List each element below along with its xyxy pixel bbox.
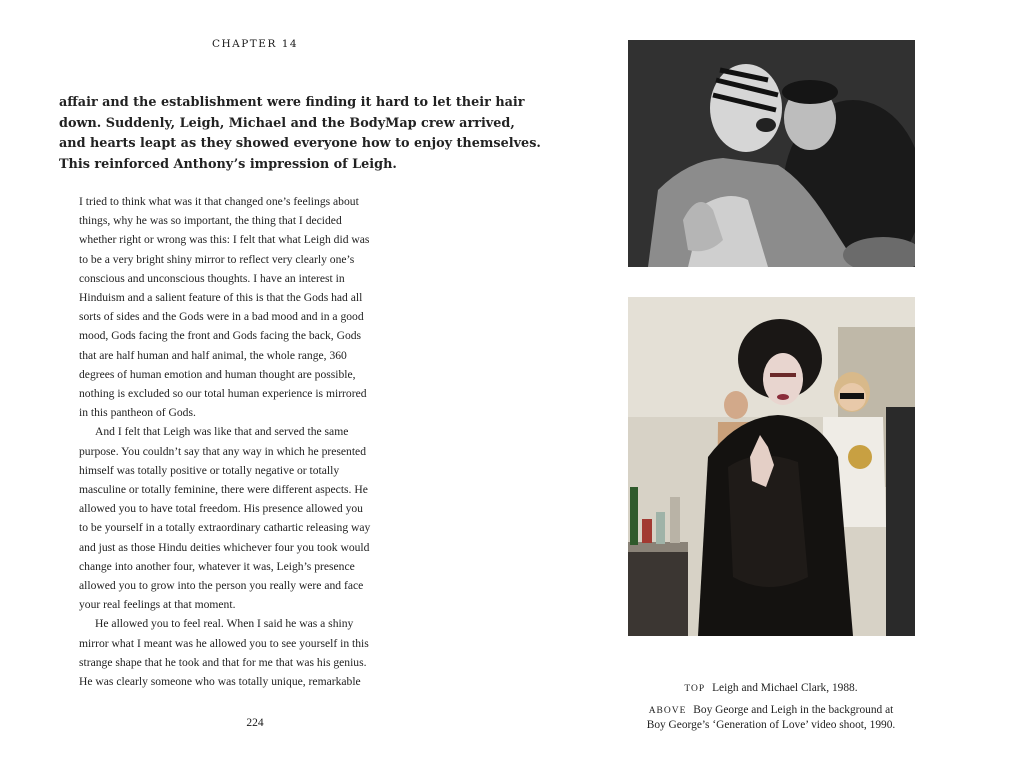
quote-line: nothing is excluded so our total human experience is mirrored xyxy=(79,387,367,401)
quote-line: things, why he was so important, the thing that I decided xyxy=(79,214,342,228)
quote-line: change into another four, whatever it was, Leigh’s presence xyxy=(79,559,355,573)
caption-bottom-text-2: Boy George’s ‘Generation of Love’ video shoot, 1990. xyxy=(646,719,896,732)
lead-line: This reinforced Anthony’s impression of Leigh. xyxy=(59,156,397,172)
photo-boy-george-and-leigh xyxy=(628,297,915,636)
right-page xyxy=(510,0,1020,783)
photo-bottom-illustration xyxy=(628,297,915,636)
quote-line: I tried to think what was it that changed one’s feelings about xyxy=(79,195,359,208)
lead-line: and hearts leapt as they showed everyone how to enjoy themselves. xyxy=(59,136,541,152)
caption-bottom xyxy=(516,703,1020,733)
quote-line: sorts of sides and the Gods were in a bad mood and in a good xyxy=(79,310,364,324)
caption-bottom-line-1 xyxy=(516,703,1020,718)
photo-leigh-and-michael xyxy=(628,40,915,267)
quote-line: strange shape that he took and that for me that was his genius. xyxy=(79,655,367,669)
quote-line: allowed you to have total freedom. His presence allowed you xyxy=(79,502,363,516)
quote-line: masculine or totally feminine, there were different aspects. He xyxy=(79,483,368,497)
quote-line: to be a very bright shiny mirror to reflect very clearly one’s xyxy=(79,252,355,266)
quote-line: and just as those Hindu deities whichever four you took would xyxy=(79,540,370,554)
quote-line: Hinduism and a salient feature of this is that the Gods had all xyxy=(79,291,363,305)
quote-line: whether right or wrong was this: I felt that what Leigh did was xyxy=(79,233,370,247)
lead-paragraph xyxy=(59,93,541,175)
quote-line: degrees of human emotion and human thought are possible, xyxy=(79,367,356,381)
caption-tag-above: ABOVE xyxy=(648,706,687,716)
quote-line: He allowed you to feel real. When I said he was a shiny xyxy=(95,617,354,631)
quote-line: mirror what I meant was he allowed you to see yourself in this xyxy=(79,636,369,650)
quote-line: And I felt that Leigh was like that and served the same xyxy=(95,425,349,439)
block-quote xyxy=(79,192,439,691)
caption-bottom-text-1: Boy George and Leigh in the background at xyxy=(693,704,894,716)
page-number: 224 xyxy=(246,717,264,729)
quote-line: He was clearly someone who was totally unique, remarkable xyxy=(79,675,361,689)
quote-line: that are half human and half animal, the whole range, 360 xyxy=(79,348,347,362)
quote-line: in this pantheon of Gods. xyxy=(79,406,196,420)
photo-top-illustration xyxy=(628,40,915,267)
quote-line: purpose. You couldn’t say that any way in which he presented xyxy=(79,444,367,458)
caption-top-text: Leigh and Michael Clark, 1988. xyxy=(712,682,858,694)
caption-top xyxy=(516,681,1020,696)
quote-line: conscious and unconscious thoughts. I have an interest in xyxy=(79,271,345,285)
lead-line: down. Suddenly, Leigh, Michael and the BodyMap crew arrived, xyxy=(59,115,515,131)
quote-line: to be yourself in a totally extraordinary cathartic releasing way xyxy=(79,521,371,535)
quote-line: your real feelings at that moment. xyxy=(79,598,236,612)
caption-tag-top: TOP xyxy=(684,684,706,694)
lead-line: affair and the establishment were finding it hard to let their hair xyxy=(59,95,525,110)
quote-line: mood, Gods facing the front and Gods facing the back, Gods xyxy=(79,329,362,343)
quote-line: allowed you to grow into the person you really were and face xyxy=(79,579,364,593)
running-head: CHAPTER 14 xyxy=(211,38,299,50)
quote-line: himself was totally positive or totally negative or totally xyxy=(79,463,340,477)
